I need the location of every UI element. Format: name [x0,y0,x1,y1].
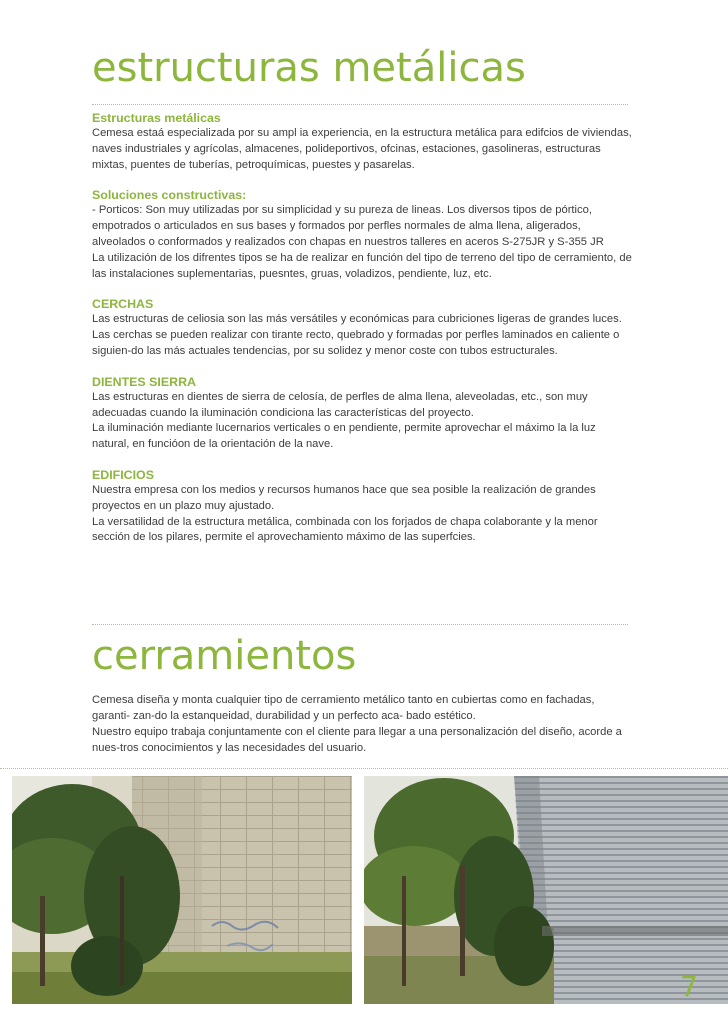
block-heading: Estructuras metálicas [92,111,221,125]
dotted-divider [0,768,728,769]
section-title-cerramientos: cerramientos [92,633,357,679]
block-heading: EDIFICIOS [92,467,154,482]
block-soluciones-constructivas [92,187,632,282]
block-paragraph: Las estructuras de celiosia son las más versátiles y económicas para cubriciones ligeras de grandes luces. [92,313,622,326]
block-paragraph: Las cerchas se pueden realizar con tirante recto, quebrado y formadas por perfles laminados en caliente o siguien-do las más actuales tendencias, por su solidez y menor coste con tubos estructurales. [92,329,620,357]
page-number: 7 [680,970,698,1003]
section-title-estructuras: estructuras metálicas [92,45,526,91]
cerramientos-paragraph: Cemesa diseña y monta cualquier tipo de cerramiento metálico tanto en cubiertas como en fachadas, garanti- zan-do la estanqueidad, durabilidad y un perfecto aca- bado estético. [92,694,595,722]
dotted-divider [92,624,628,625]
block-heading: CERCHAS [92,297,154,312]
photo-block-wall-illustration [12,776,352,1004]
cerramientos-paragraph: Nuestro equipo trabaja conjuntamente con el cliente para llegar a una personalización del diseño, acorde a nues-tros conocimientos y las necesidades del usuario. [92,726,622,754]
block-paragraph: La iluminación mediante lucernarios verticales o en pendiente, permite aprovechar el máximo la la luz natural, en funcióon de la orientación de la nave. [92,422,596,451]
block-paragraph: - Porticos: Son muy utilizadas por su simplicidad y su pureza de lineas. Los diversos tipos de pórtico, empotrados o articulados en sus bases y formados por perfles normales de alma llena, aligerados, alveolados o conformados y realizados con chapas en nuestros talleres en aceros S-275JR y S-355 JR [92,204,604,248]
block-paragraph: La utilización de los difrentes tipos se ha de realizar en función del tipo de terreno del tipo de cerramiento, de las instalaciones suplementarias, puesntes, gruas, voladizos, pendiente, luz, etc. [92,251,632,280]
block-edificios [92,467,632,546]
block-paragraph: La versatilidad de la estructura metálica, combinada con los forjados de chapa colaborante y la menor sección de los pilares, permite el aprovechamiento máximo de las superfcies. [92,515,598,544]
block-paragraph: Nuestra empresa con los medios y recursos humanos hace que sea posible la realización de grandes proyectos en un plazo muy ajustado. [92,483,596,512]
block-paragraph: Las estructuras en dientes de sierra de celosía, de perfles de alma llena, aleveoladas, etc., son muy adecuadas cuando la iluminación condiciona las características del proyecto. [92,390,588,419]
block-estructuras-metalicas [92,110,632,173]
block-cerchas [92,296,632,359]
block-heading: DIENTES SIERRA [92,374,196,389]
block-paragraph: Cemesa estaá especializada por su ampl ia experiencia, en la estructura metálica para edifcios de viviendas, naves industriales y agrícolas, almacenes, polideportivos, ofcinas, estaciones, gasolineras, estructuras mixtas, puentes de tuberías, petroquímicas, puestes y pasarelas. [92,127,632,171]
block-dientes-sierra [92,374,632,453]
block-heading: Soluciones constructivas: [92,188,247,203]
estructuras-content [92,110,632,560]
photo-block-wall [12,776,352,1004]
cerramientos-content [92,692,632,756]
dotted-divider [92,104,628,105]
